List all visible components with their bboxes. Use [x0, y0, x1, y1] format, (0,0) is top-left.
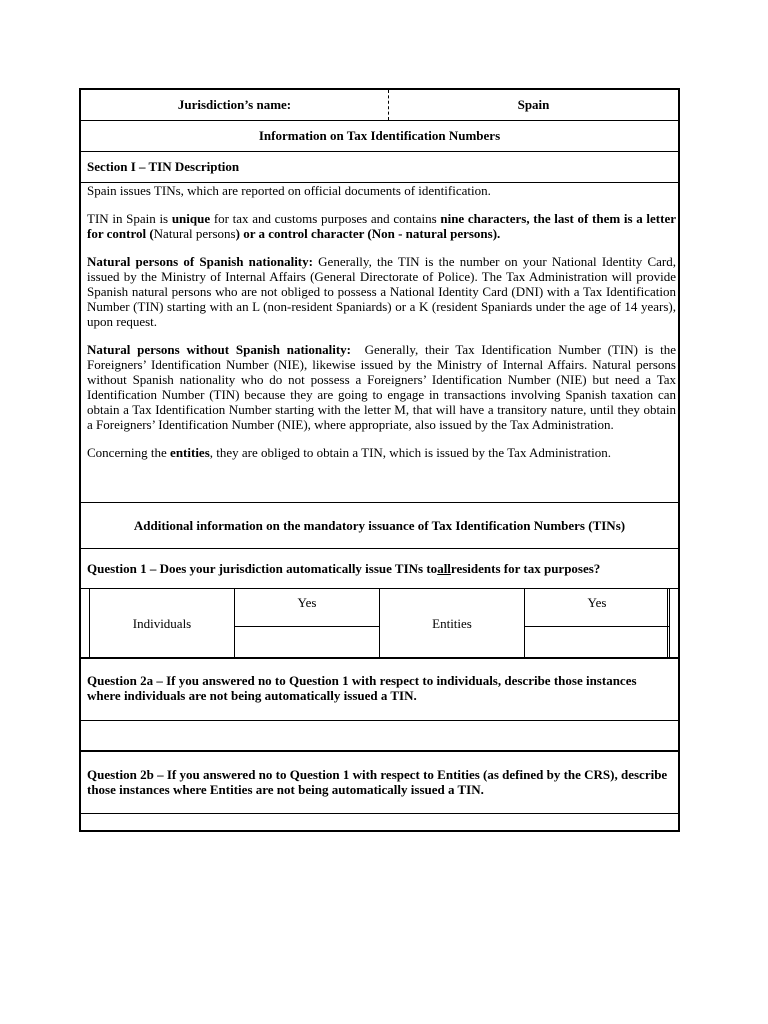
- question-2a-answer[interactable]: [81, 721, 678, 752]
- question-1-table-frame: [81, 589, 678, 659]
- text: for tax and customs purposes and contains: [210, 211, 441, 226]
- form-title: Information on Tax Identification Numbers: [81, 121, 678, 152]
- text: , they are obliged to obtain a TIN, which is issued by the Tax Administration.: [209, 445, 611, 460]
- text: Concerning the: [87, 445, 171, 460]
- paragraph-unique: [87, 211, 676, 241]
- question-2a: Question 2a – If you answered no to Question 1 with respect to individuals, describe those instances where individuals are not being automatically issued a TIN.: [81, 659, 678, 721]
- text: Generally, their Tax Identification Number (TIN) is the Foreigners’ Identification Number (NIE), likewise issued by the Ministry of Internal Affairs. Natural persons without Spanish nationality who do not possess a Foreigners’ Identification Number (NIE) but need a Tax Identification Number (TIN) because they are going to engage in transactions involving Spanish taxation can obtain a Tax Identification Number starting with the letter M, that will have a transitory nature, until they obtain a Foreigners’ Identification Number (NIE), where appropriate, also issued by the Tax Administration.: [87, 342, 680, 432]
- entities-answer[interactable]: Yes: [525, 589, 670, 627]
- paragraph-intro: Spain issues TINs, which are reported on official documents of identification.: [87, 183, 491, 198]
- underlined-text: all: [437, 560, 451, 576]
- paragraph-entities: [87, 445, 676, 460]
- text: residents for tax purposes?: [450, 560, 601, 576]
- bold-text: entities: [170, 445, 210, 460]
- tin-information-form: [79, 88, 680, 832]
- jurisdiction-row: [81, 90, 678, 121]
- bold-text: unique: [171, 211, 211, 226]
- text: Natural persons: [153, 226, 236, 241]
- paragraph-foreign-nationals: [87, 342, 680, 432]
- entities-label: Entities: [380, 589, 525, 659]
- question-2b: Question 2b – If you answered no to Question 1 with respect to Entities (as defined by the CRS), describe those instances where Entities are not being automatically issued a TIN.: [81, 752, 678, 814]
- individuals-answer[interactable]: Yes: [235, 589, 380, 627]
- bold-label: Natural persons without Spanish nationality:: [87, 342, 352, 357]
- tin-description: [81, 183, 678, 503]
- bold-label: Natural persons of Spanish nationality:: [87, 254, 313, 269]
- bold-text: nine characters, the last of them is a letter for control (: [87, 211, 676, 241]
- jurisdiction-value: Spain: [517, 97, 550, 112]
- question-1: [81, 549, 678, 589]
- paragraph-spanish-nationals: [87, 254, 676, 329]
- text: TIN in Spain is: [87, 211, 172, 226]
- jurisdiction-label: Jurisdiction’s name:: [81, 90, 389, 120]
- additional-info-title: Additional information on the mandatory issuance of Tax Identification Numbers (TINs): [81, 503, 678, 549]
- bold-text: ) or a control character (Non - natural persons).: [235, 226, 501, 241]
- question-2b-answer[interactable]: [81, 814, 678, 834]
- individuals-label: Individuals: [90, 589, 235, 659]
- text: Question 1 – Does your jurisdiction automatically issue TINs to: [87, 560, 438, 576]
- section-title: Section I – TIN Description: [81, 152, 678, 183]
- text: Generally, the TIN is the number on your National Identity Card, issued by the Ministry of Internal Affairs (General Directorate of Police). The Tax Administration will provide Spanish natural persons who are not obliged to possess a National Identity Card (DNI) with a Tax Identification Number (TIN) starting with an L (non-resident Spaniards) or a K (resident Spaniards under the age of 14 years), upon request.: [87, 254, 676, 329]
